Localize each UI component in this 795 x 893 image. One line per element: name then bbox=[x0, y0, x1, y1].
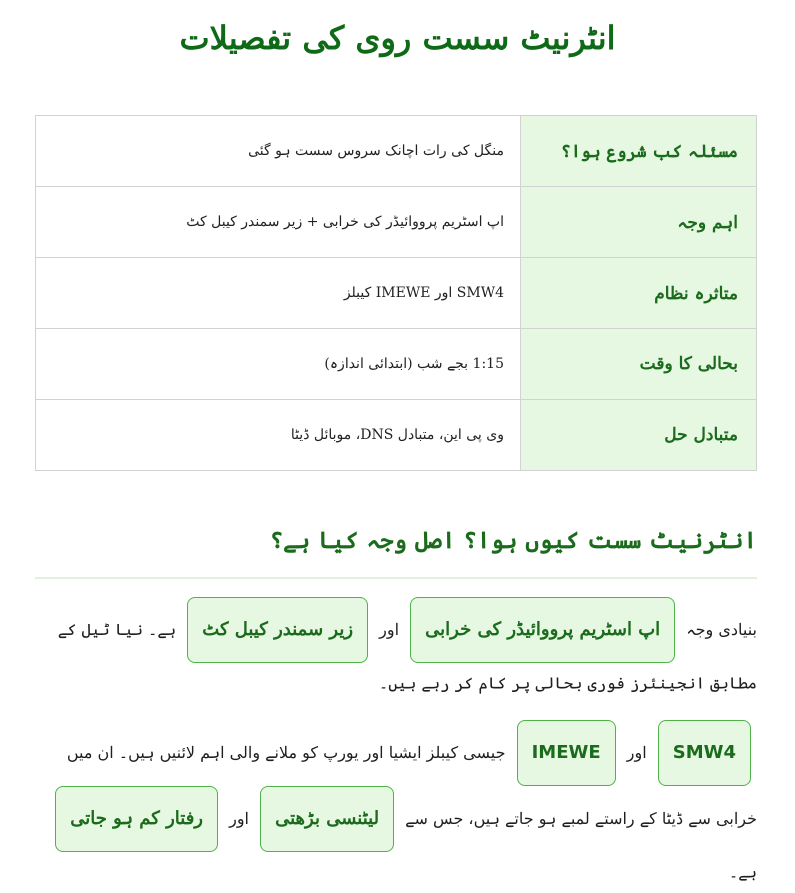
keyword-chip-speed-drop[interactable]: رفتار کم ہو جاتی bbox=[55, 786, 218, 852]
page-title: انٹرنیٹ سست روی کی تفصیلات bbox=[179, 19, 616, 57]
table-row bbox=[36, 400, 757, 471]
table-row bbox=[36, 258, 757, 329]
table-row bbox=[36, 116, 757, 187]
paragraph-text: جیسی کیبلز ایشیا اور یورپ کو ملانے والی اہم لائنیں ہیں۔ ان میں خرابی سے ڈیٹا کے راستے لمبے ہو جاتے ہیں، جس سے bbox=[66, 743, 757, 828]
row-label: متاثرہ نظام bbox=[521, 258, 757, 329]
conjunction-text: اور bbox=[626, 743, 647, 762]
row-label: اہم وجہ bbox=[521, 187, 757, 258]
row-value: وی پی این، متبادل DNS، موبائل ڈیٹا bbox=[36, 400, 521, 471]
row-label: متبادل حل bbox=[521, 400, 757, 471]
paragraph-cables bbox=[37, 720, 757, 893]
row-value: SMW4 اور IMEWE کیبلز bbox=[36, 258, 521, 329]
row-label: بحالی کا وقت bbox=[521, 329, 757, 400]
details-table bbox=[35, 115, 757, 471]
row-label: مسئلہ کب شروع ہوا؟ bbox=[521, 116, 757, 187]
keyword-chip-latency[interactable]: لیٹنسی بڑھتی bbox=[260, 786, 394, 852]
row-value: 1:15 بجے شب (ابتدائی اندازہ) bbox=[36, 329, 521, 400]
row-value: منگل کی رات اچانک سروس سست ہو گئی bbox=[36, 116, 521, 187]
table-row bbox=[36, 329, 757, 400]
paragraph-text: بنیادی وجہ bbox=[686, 620, 757, 639]
paragraph-text: ہے۔ bbox=[728, 862, 757, 882]
paragraph-text: ہے۔ نیا ٹیل کے مطابق انجینئرز فوری بحالی پر کام کر رہے ہیں۔ bbox=[57, 620, 757, 693]
keyword-chip-upstream-fault[interactable]: اپ اسٹریم پرووائیڈر کی خرابی bbox=[410, 597, 675, 663]
keyword-chip-cable-cut[interactable]: زیر سمندر کیبل کٹ bbox=[187, 597, 368, 663]
section-divider bbox=[35, 577, 757, 579]
conjunction-text: اور bbox=[379, 620, 400, 639]
section-heading: انٹرنیٹ سست کیوں ہوا؟ اصل وجہ کیا ہے؟ bbox=[269, 527, 757, 554]
conjunction-text: اور bbox=[229, 809, 249, 828]
table-row bbox=[36, 187, 757, 258]
keyword-chip-smw4[interactable]: SMW4 bbox=[658, 720, 751, 786]
keyword-chip-imewe[interactable]: IMEWE bbox=[517, 720, 616, 786]
row-value: اپ اسٹریم پرووائیڈر کی خرابی + زیر سمندر کیبل کٹ bbox=[36, 187, 521, 258]
paragraph-cause bbox=[37, 597, 757, 704]
